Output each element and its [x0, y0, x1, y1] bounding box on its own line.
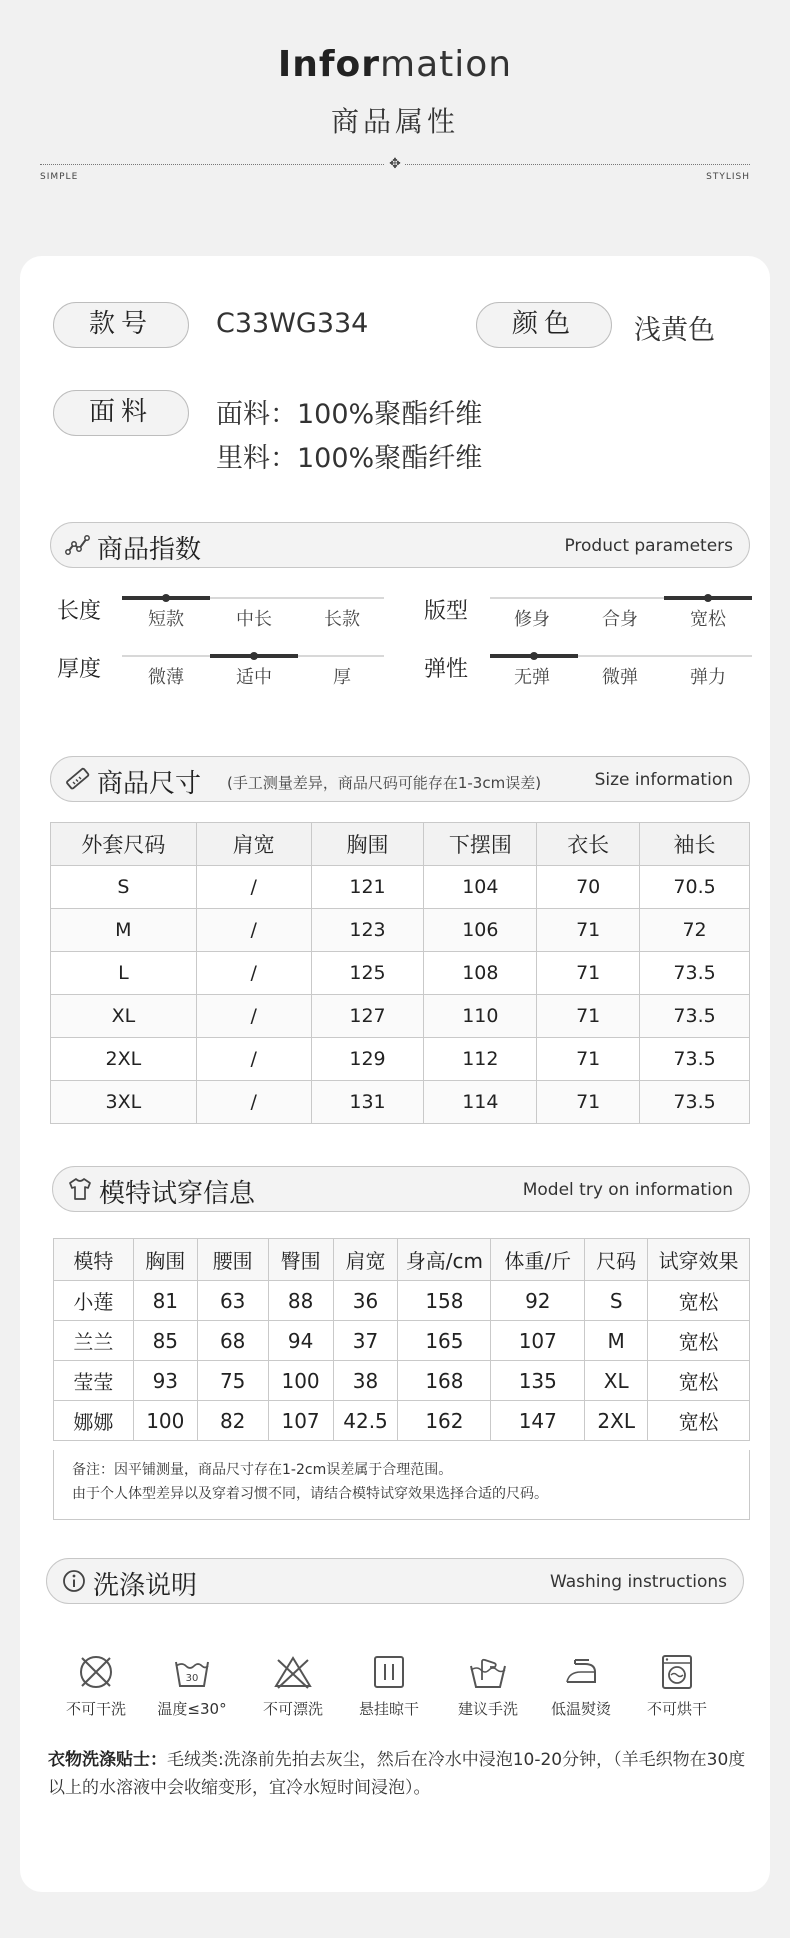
table-cell: 兰兰 — [54, 1321, 134, 1361]
param-dot-elasticity — [530, 652, 538, 660]
table-cell: 135 — [491, 1361, 585, 1401]
param-dot-length — [162, 594, 170, 602]
size-table — [50, 822, 750, 1124]
table-cell: 38 — [333, 1361, 398, 1401]
table-cell: 70 — [537, 866, 640, 909]
table-cell: M — [585, 1321, 648, 1361]
model-col-header: 胸围 — [133, 1239, 197, 1281]
table-cell: 94 — [268, 1321, 333, 1361]
size-col-header: 肩宽 — [196, 823, 311, 866]
model-table-header-row — [54, 1239, 750, 1281]
wash-item-no-bleach — [248, 1652, 338, 1719]
wash-section-bar — [46, 1558, 744, 1604]
header-title-light: mation — [380, 44, 513, 85]
table-cell: 110 — [424, 995, 537, 1038]
table-cell: 127 — [311, 995, 424, 1038]
table-cell: 73.5 — [640, 1081, 750, 1124]
size-section-en: Size information — [594, 770, 733, 790]
model-section-bar — [52, 1166, 750, 1212]
size-col-header: 外套尺码 — [51, 823, 197, 866]
wash-label: 建议手洗 — [457, 1700, 518, 1718]
table-row — [51, 1081, 750, 1124]
table-cell: 125 — [311, 952, 424, 995]
table-cell: L — [51, 952, 197, 995]
size-col-header: 袖长 — [640, 823, 750, 866]
table-cell: 36 — [333, 1281, 398, 1321]
model-section-en: Model try on information — [522, 1180, 733, 1200]
tips-title: 衣物洗涤贴士： — [48, 1750, 167, 1770]
table-cell: 129 — [311, 1038, 424, 1081]
table-row — [51, 995, 750, 1038]
table-cell: 165 — [398, 1321, 491, 1361]
size-section-note: (手工测量差异，商品尺码可能存在1-3cm误差) — [227, 774, 542, 792]
table-row — [54, 1321, 750, 1361]
wash-section-title: 洗涤说明 — [93, 1571, 198, 1601]
table-cell: XL — [585, 1361, 648, 1401]
param-option: 中长 — [236, 609, 272, 630]
param-option: 微薄 — [148, 667, 184, 688]
trend-line-icon — [65, 532, 91, 558]
table-cell: / — [196, 995, 311, 1038]
color-value: 浅黄色 — [634, 315, 715, 346]
model-col-header: 体重/斤 — [491, 1239, 585, 1281]
table-cell: 42.5 — [333, 1401, 398, 1441]
model-note-line-2: 由于个人体型差异以及穿着习惯不同，请结合模特试穿效果选择合适的尺码。 — [72, 1486, 548, 1502]
table-cell: 85 — [133, 1321, 197, 1361]
model-col-header: 模特 — [54, 1239, 134, 1281]
fabric-line-1: 面料：100%聚酯纤维 — [216, 399, 483, 430]
param-label-thickness: 厚度 — [57, 657, 102, 682]
size-section-bar — [50, 756, 750, 802]
table-cell: 宽松 — [648, 1281, 750, 1321]
param-option: 修身 — [514, 609, 550, 630]
page-header — [0, 0, 790, 250]
table-cell: 68 — [197, 1321, 268, 1361]
table-cell: 131 — [311, 1081, 424, 1124]
table-cell: 158 — [398, 1281, 491, 1321]
param-option: 微弹 — [602, 667, 638, 688]
size-table-header-row — [51, 823, 750, 866]
table-cell: 168 — [398, 1361, 491, 1401]
divider-ornament-icon: ✥ — [385, 154, 405, 174]
table-row — [54, 1281, 750, 1321]
table-row — [54, 1361, 750, 1401]
table-cell: 71 — [537, 952, 640, 995]
param-label-fit: 版型 — [424, 599, 469, 624]
param-option: 短款 — [148, 609, 184, 630]
params-section-bar — [50, 522, 750, 568]
wash-label: 不可干洗 — [65, 1700, 126, 1718]
model-col-header: 臀围 — [268, 1239, 333, 1281]
param-dot-thickness — [250, 652, 258, 660]
table-cell: 93 — [133, 1361, 197, 1401]
wash-item-no-dry-clean — [51, 1652, 141, 1719]
model-note — [53, 1450, 750, 1520]
table-cell: 112 — [424, 1038, 537, 1081]
table-cell: / — [196, 952, 311, 995]
table-cell: 37 — [333, 1321, 398, 1361]
size-col-header: 衣长 — [537, 823, 640, 866]
wash-item-30 — [147, 1652, 237, 1719]
table-cell: 121 — [311, 866, 424, 909]
tips-body: 毛绒类:洗涤前先拍去灰尘，然后在冷水中浸泡10-20分钟，（羊毛织物在30度以上的水溶液中会收缩变形，宜冷水短时间浸泡）。 — [48, 1750, 746, 1798]
table-cell: / — [196, 909, 311, 952]
wash-section-en: Washing instructions — [549, 1572, 727, 1592]
table-cell: 娜娜 — [54, 1401, 134, 1441]
style-value: C33WG334 — [216, 308, 369, 339]
left-tag: SIMPLE — [40, 172, 79, 182]
param-option: 无弹 — [514, 667, 550, 688]
table-cell: 73.5 — [640, 1038, 750, 1081]
model-table — [53, 1238, 750, 1441]
table-cell: 宽松 — [648, 1361, 750, 1401]
model-section-title: 模特试穿信息 — [99, 1179, 256, 1209]
table-cell: 88 — [268, 1281, 333, 1321]
table-cell: 宽松 — [648, 1321, 750, 1361]
param-label-elasticity: 弹性 — [424, 657, 469, 682]
color-label-pill: 颜色 — [476, 302, 612, 348]
table-cell: / — [196, 1081, 311, 1124]
header-title-bold: Infor — [277, 44, 381, 85]
table-cell: 73.5 — [640, 995, 750, 1038]
params-section-en: Product parameters — [564, 536, 733, 556]
table-cell: M — [51, 909, 197, 952]
table-cell: XL — [51, 995, 197, 1038]
fabric-label-pill: 面料 — [53, 390, 189, 436]
wash-temp-mark: 30 — [185, 1673, 199, 1684]
model-col-header: 试穿效果 — [648, 1239, 750, 1281]
hang-dry-icon — [369, 1652, 409, 1692]
param-option: 弹力 — [690, 667, 726, 688]
table-cell: S — [585, 1281, 648, 1321]
no-dry-clean-icon — [76, 1652, 116, 1692]
table-cell: 71 — [537, 995, 640, 1038]
table-cell: S — [51, 866, 197, 909]
table-cell: 63 — [197, 1281, 268, 1321]
wash-label: 悬挂晾干 — [358, 1700, 419, 1718]
table-cell: 82 — [197, 1401, 268, 1441]
params-section-title: 商品指数 — [97, 535, 202, 565]
table-cell: 70.5 — [640, 866, 750, 909]
table-cell: 162 — [398, 1401, 491, 1441]
table-cell: 71 — [537, 909, 640, 952]
size-col-header: 下摆围 — [424, 823, 537, 866]
fabric-line-2: 里料：100%聚酯纤维 — [216, 443, 483, 474]
table-cell: 3XL — [51, 1081, 197, 1124]
table-cell: 108 — [424, 952, 537, 995]
model-col-header: 腰围 — [197, 1239, 268, 1281]
hand-wash-icon — [468, 1652, 508, 1692]
param-label-length: 长度 — [57, 599, 102, 624]
wash-label: 不可漂洗 — [262, 1700, 323, 1718]
model-col-header: 身高/cm — [398, 1239, 491, 1281]
table-cell: / — [196, 1038, 311, 1081]
wash-item-hand-wash — [443, 1652, 533, 1719]
wash-30-icon — [172, 1652, 212, 1692]
model-note-line-1: 备注：因平铺测量，商品尺寸存在1-2cm误差属于合理范围。 — [72, 1462, 453, 1478]
param-option: 合身 — [602, 609, 638, 630]
model-col-header: 尺码 — [585, 1239, 648, 1281]
right-tag: STYLISH — [706, 172, 750, 182]
style-label-pill: 款号 — [53, 302, 189, 348]
table-cell: 小莲 — [54, 1281, 134, 1321]
table-cell: 114 — [424, 1081, 537, 1124]
wash-label: 不可烘干 — [646, 1700, 707, 1718]
washing-tips — [48, 1746, 753, 1802]
table-cell: 123 — [311, 909, 424, 952]
table-cell: 100 — [268, 1361, 333, 1401]
table-cell: 92 — [491, 1281, 585, 1321]
table-cell: 104 — [424, 866, 537, 909]
table-row — [54, 1401, 750, 1441]
table-cell: 107 — [268, 1401, 333, 1441]
wash-label: 温度≤30° — [157, 1700, 227, 1718]
ruler-icon — [65, 766, 91, 792]
size-section-title: 商品尺寸 — [97, 769, 202, 799]
table-cell: 147 — [491, 1401, 585, 1441]
table-cell: 75 — [197, 1361, 268, 1401]
param-option: 适中 — [236, 667, 272, 688]
table-cell: 72 — [640, 909, 750, 952]
param-option: 厚 — [333, 667, 351, 688]
param-option: 宽松 — [690, 609, 726, 630]
wash-item-hang-dry — [344, 1652, 434, 1719]
wash-item-low-iron — [536, 1652, 626, 1719]
param-option: 长款 — [324, 609, 360, 630]
table-row — [51, 866, 750, 909]
table-cell: 100 — [133, 1401, 197, 1441]
info-circle-icon — [61, 1568, 87, 1594]
size-col-header: 胸围 — [311, 823, 424, 866]
table-cell: 2XL — [51, 1038, 197, 1081]
tshirt-icon — [67, 1176, 93, 1202]
table-cell: 宽松 — [648, 1401, 750, 1441]
wash-label: 低温熨烫 — [550, 1700, 611, 1718]
table-row — [51, 1038, 750, 1081]
table-row — [51, 952, 750, 995]
table-row — [51, 909, 750, 952]
table-cell: / — [196, 866, 311, 909]
no-tumble-dry-icon — [657, 1652, 697, 1692]
header-title-en — [0, 44, 790, 85]
low-iron-icon — [561, 1652, 601, 1692]
table-cell: 73.5 — [640, 952, 750, 995]
table-cell: 2XL — [585, 1401, 648, 1441]
no-bleach-icon — [273, 1652, 313, 1692]
table-cell: 71 — [537, 1081, 640, 1124]
header-title-cn: 商品属性 — [330, 105, 459, 138]
table-cell: 106 — [424, 909, 537, 952]
param-dot-fit — [704, 594, 712, 602]
table-cell: 莹莹 — [54, 1361, 134, 1401]
wash-item-no-tumble-dry — [632, 1652, 722, 1719]
table-cell: 81 — [133, 1281, 197, 1321]
table-cell: 71 — [537, 1038, 640, 1081]
table-cell: 107 — [491, 1321, 585, 1361]
model-col-header: 肩宽 — [333, 1239, 398, 1281]
